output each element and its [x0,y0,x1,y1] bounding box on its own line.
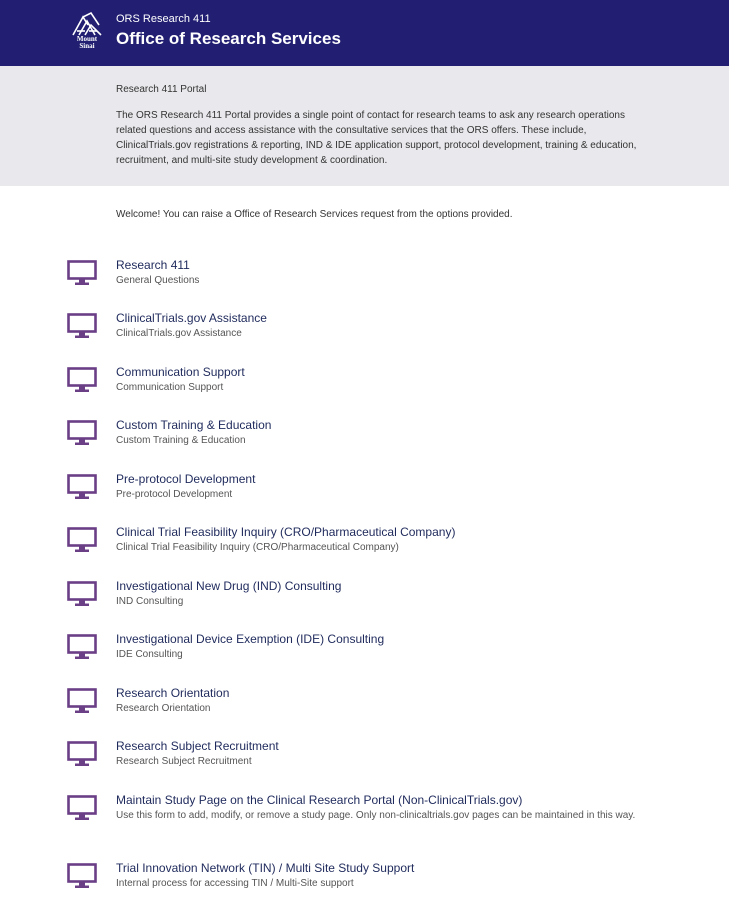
monitor-icon [67,795,97,821]
request-type-item[interactable] [0,258,729,298]
request-type-item[interactable] [0,472,729,512]
request-type-title[interactable]: Research 411 [116,258,190,272]
monitor-icon [67,741,97,767]
request-type-title[interactable]: Pre-protocol Development [116,472,256,486]
request-type-item[interactable] [0,311,729,351]
monitor-icon [67,688,97,714]
monitor-icon [67,634,97,660]
welcome-message: Welcome! You can raise a Office of Research Services request from the options provided. [116,209,513,220]
portal-banner [0,66,729,186]
request-type-item[interactable] [0,686,729,726]
request-type-title[interactable]: Research Subject Recruitment [116,739,279,753]
request-type-item[interactable] [0,579,729,619]
monitor-icon [67,260,97,286]
mountain-logo-icon [71,11,103,37]
monitor-icon [67,313,97,339]
banner-title: Research 411 Portal [116,84,207,95]
request-type-item[interactable] [0,365,729,405]
request-type-description: Clinical Trial Feasibility Inquiry (CRO/Pharmaceutical Company) [116,542,399,553]
portal-subtitle[interactable]: ORS Research 411 [116,13,211,25]
request-type-item[interactable] [0,632,729,672]
request-type-description: Pre-protocol Development [116,489,233,500]
request-type-description: IDE Consulting [116,649,183,660]
request-type-title[interactable]: Custom Training & Education [116,418,272,432]
request-type-description: Research Subject Recruitment [116,756,252,767]
monitor-icon [67,474,97,500]
banner-description: The ORS Research 411 Portal provides a single point of contact for research teams to ask any research operations related questions and access assistance with the consultative services that the ORS offers. These include, ClinicalTrials.gov registrations & reporting, IND & IDE application support, protocol development, training & education, recruitment, and multi-site study development & coordination. [116,110,637,166]
request-type-title[interactable]: Investigational Device Exemption (IDE) Consulting [116,632,385,646]
request-type-description: ClinicalTrials.gov Assistance [116,328,242,339]
monitor-icon [67,527,97,553]
request-type-description: IND Consulting [116,596,184,607]
monitor-icon [67,420,97,446]
request-type-item[interactable] [0,418,729,458]
request-type-description: Internal process for accessing TIN / Multi-Site support [116,878,354,889]
request-type-title[interactable]: Research Orientation [116,686,230,700]
request-type-description: Research Orientation [116,703,211,714]
request-type-item[interactable] [0,525,729,565]
request-type-description: Communication Support [116,382,224,393]
request-type-title[interactable]: ClinicalTrials.gov Assistance [116,311,267,325]
request-type-item[interactable] [0,739,729,779]
request-type-title[interactable]: Clinical Trial Feasibility Inquiry (CRO/Pharmaceutical Company) [116,525,456,539]
logo-wordmark: Mount Sinai [76,35,98,50]
portal-header [0,0,729,66]
request-type-description: Custom Training & Education [116,435,246,446]
request-type-title[interactable]: Communication Support [116,365,245,379]
request-type-title[interactable]: Investigational New Drug (IND) Consulting [116,579,342,593]
request-type-description: Use this form to add, modify, or remove a study page. Only non-clinicaltrials.gov pages can be maintained in this way. [116,810,636,821]
mount-sinai-logo[interactable] [71,11,103,55]
monitor-icon [67,863,97,889]
monitor-icon [67,367,97,393]
request-type-item[interactable] [0,861,729,901]
request-type-item[interactable] [0,793,729,833]
request-type-title[interactable]: Trial Innovation Network (TIN) / Multi Site Study Support [116,861,415,875]
page-title[interactable]: Office of Research Services [116,29,341,48]
monitor-icon [67,581,97,607]
request-type-description: General Questions [116,275,200,286]
request-type-title[interactable]: Maintain Study Page on the Clinical Research Portal (Non-ClinicalTrials.gov) [116,793,523,807]
